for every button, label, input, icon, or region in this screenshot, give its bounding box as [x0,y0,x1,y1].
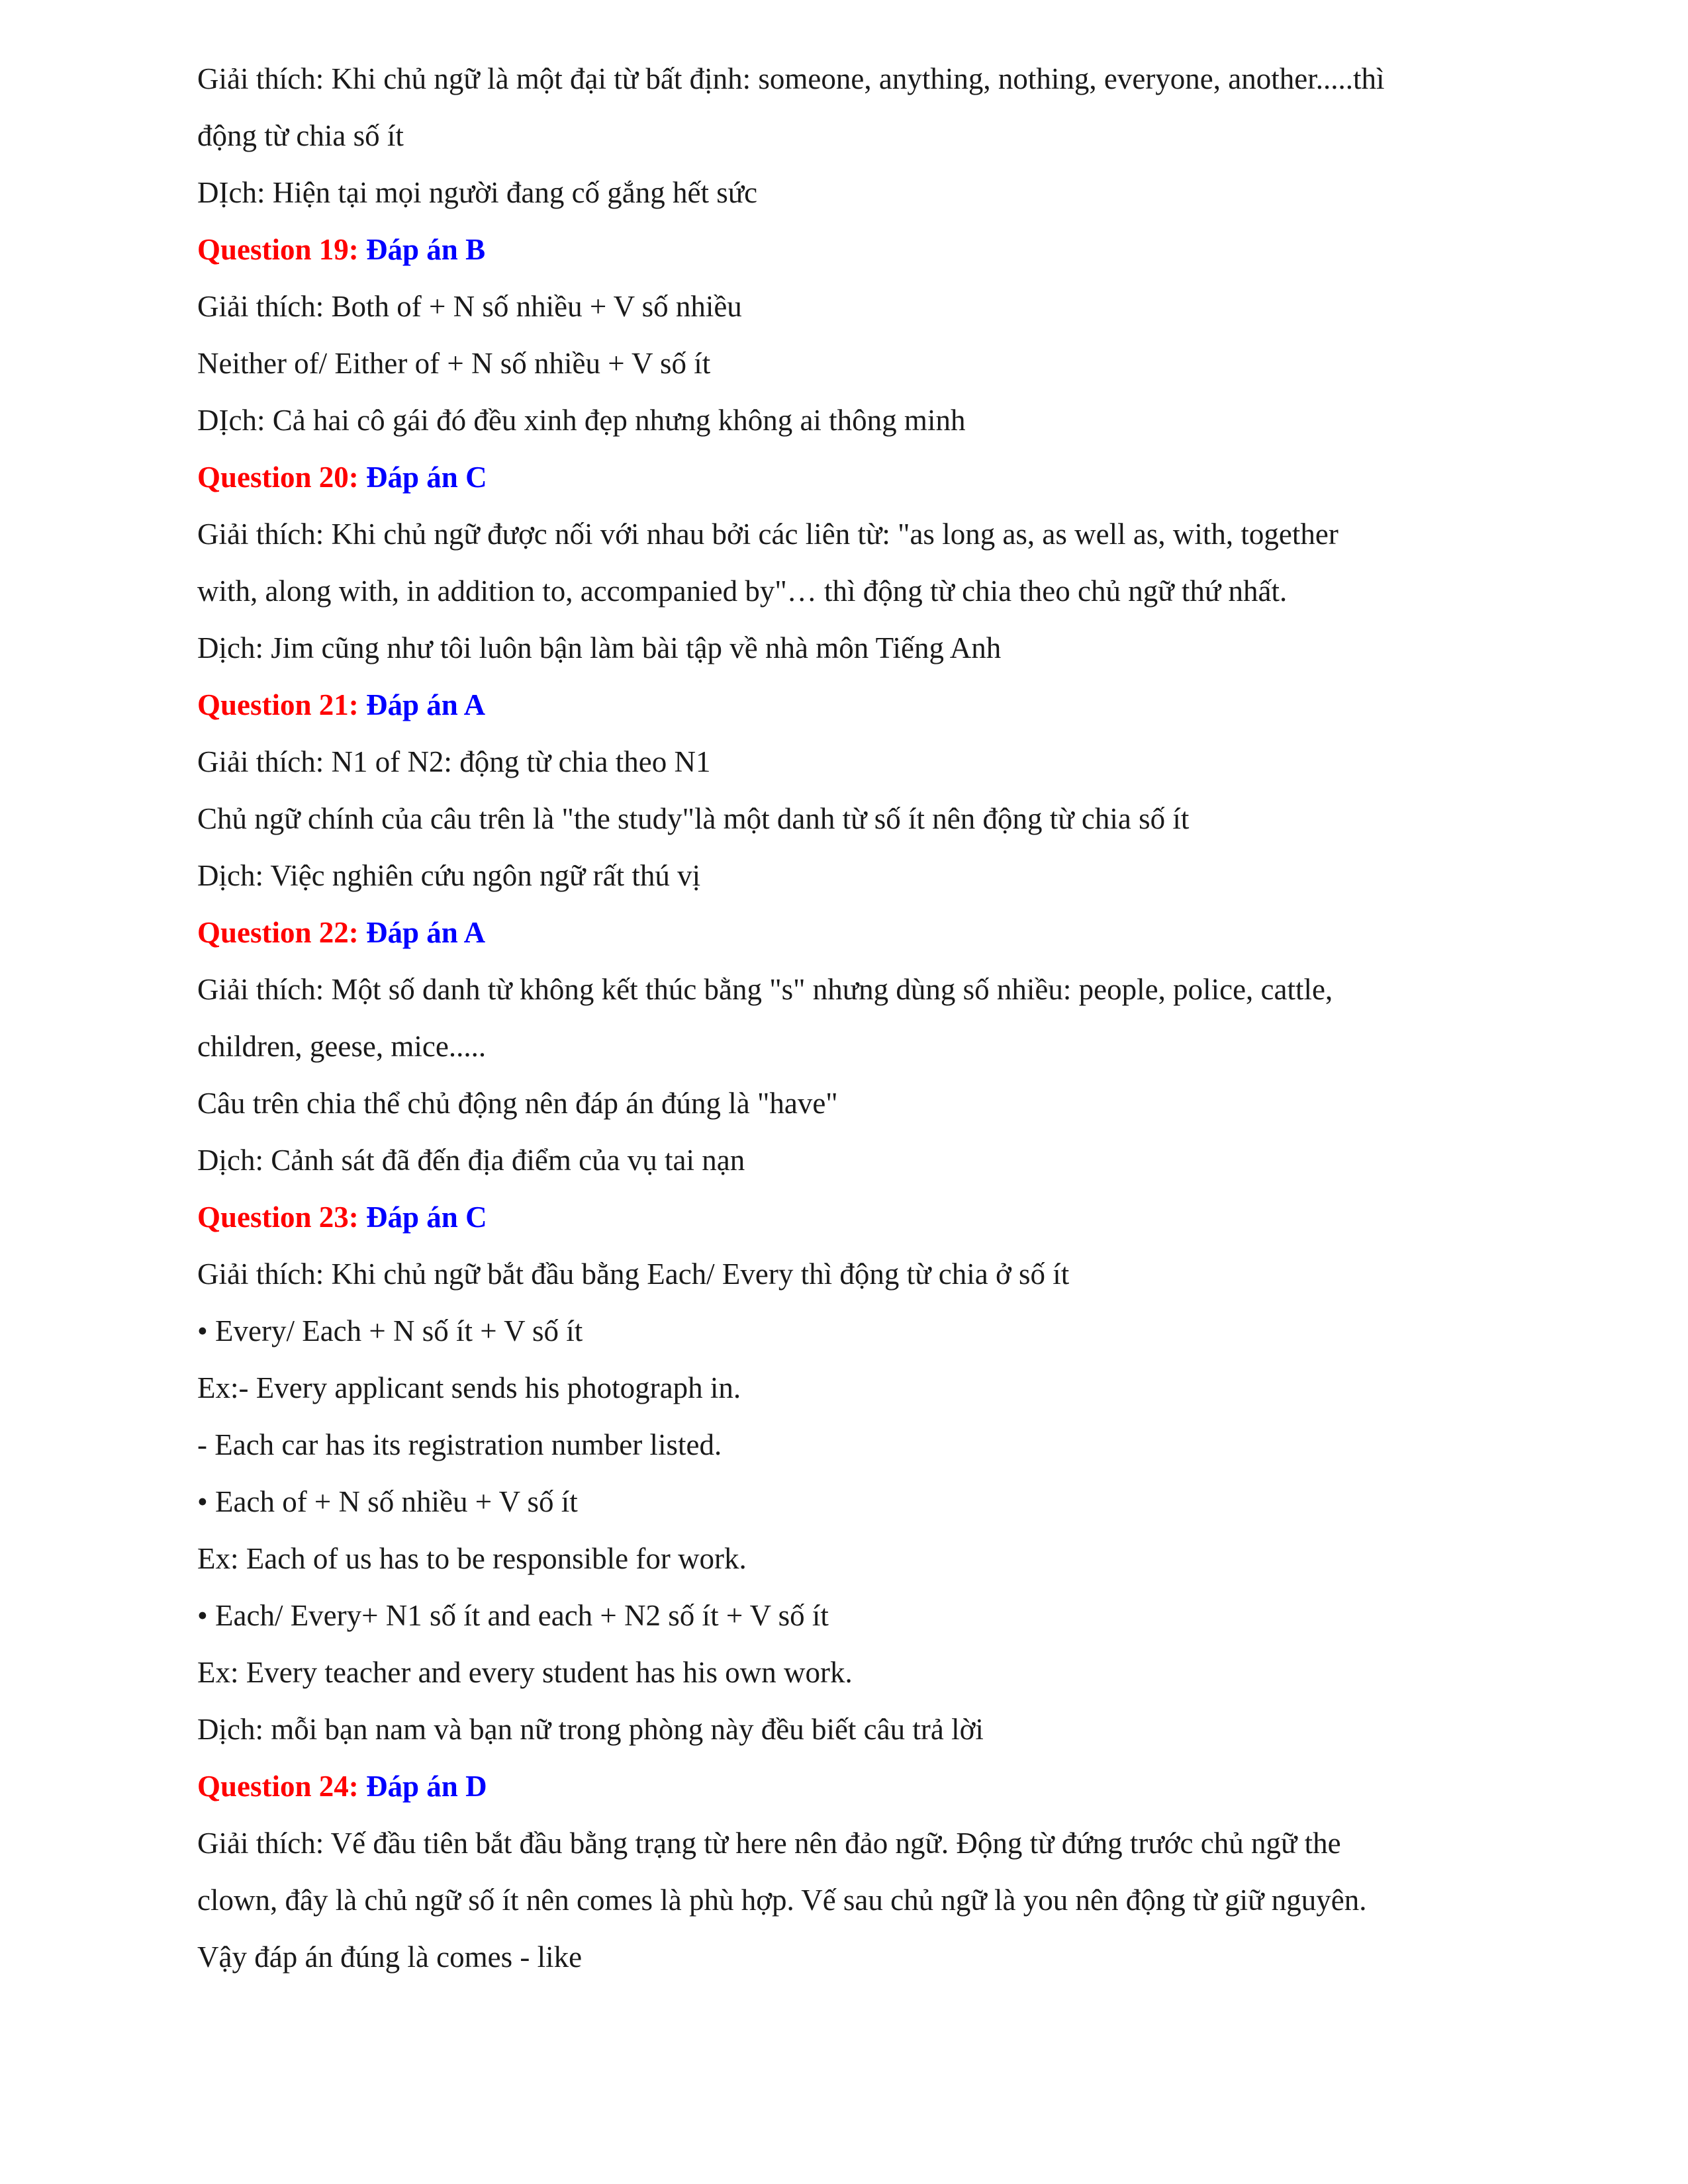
text-line: children, geese, mice..... [197,1030,487,1063]
text-line: Vậy đáp án đúng là comes - like [197,1940,583,1974]
question-23 [197,1189,1495,1758]
document-page [197,50,1495,1985]
text-line: Giải thích: Khi chủ ngữ bắt đầu bằng Each/ Every thì động từ chia ở số ít [197,1257,1070,1291]
text-line: Dịch: Jim cũng như tôi luôn bận làm bài tập về nhà môn Tiếng Anh [197,631,1002,664]
question-19 [197,221,1495,449]
question-21 [197,676,1495,904]
bullet-line: • Each of + N số nhiều + V số ít [197,1485,578,1518]
question-heading [197,1189,1495,1246]
question-answer: Đáp án A [366,916,486,949]
text-line: DỊch: Cả hai cô gái đó đều xinh đẹp nhưng không ai thông minh [197,404,966,437]
text-line: Giải thích: Vế đầu tiên bắt đầu bằng trạng từ here nên đảo ngữ. Động từ đứng trước chủ ngữ the [197,1827,1341,1860]
text-line: động từ chia số ít [197,119,404,152]
example-line: Ex:- Every applicant sends his photograph in. [197,1371,741,1404]
example-line: - Each car has its registration number listed. [197,1428,722,1461]
question-answer: Đáp án C [366,461,487,494]
text-line: Neither of/ Either of + N số nhiều + V số ít [197,347,711,380]
question-22 [197,904,1495,1189]
question-answer: Đáp án B [366,233,486,266]
text-line: Giải thích: Khi chủ ngữ là một đại từ bất định: someone, anything, nothing, everyone, another.....thì [197,62,1385,95]
question-label: Question 23: [197,1201,359,1234]
question-heading [197,904,1495,961]
bullet-line: • Every/ Each + N số ít + V số ít [197,1314,583,1347]
question-answer: Đáp án A [366,688,486,721]
text-line: Dịch: Cảnh sát đã đến địa điểm của vụ tai nạn [197,1144,745,1177]
question-label: Question 21: [197,688,359,721]
question-label: Question 19: [197,233,359,266]
question-20 [197,449,1495,676]
text-line: Câu trên chia thể chủ động nên đáp án đúng là "have" [197,1087,838,1120]
question-24 [197,1758,1495,1985]
text-line: Chủ ngữ chính của câu trên là "the study"là một danh từ số ít nên động từ chia số ít [197,802,1190,835]
question-heading [197,1758,1495,1815]
intro-block [197,50,1495,221]
example-line: Ex: Each of us has to be responsible for work. [197,1542,747,1575]
example-line: Ex: Every teacher and every student has his own work. [197,1656,853,1689]
question-heading [197,676,1495,733]
text-line: Giải thích: Both of + N số nhiều + V số nhiều [197,290,742,323]
text-line: clown, đây là chủ ngữ số ít nên comes là phù hợp. Vế sau chủ ngữ là you nên động từ giữ nguyên. [197,1884,1367,1917]
text-line: Giải thích: Khi chủ ngữ được nối với nhau bởi các liên từ: "as long as, as well as, with, together [197,518,1338,551]
question-label: Question 20: [197,461,359,494]
question-heading [197,449,1495,506]
text-line: Dịch: Việc nghiên cứu ngôn ngữ rất thú vị [197,859,701,892]
text-line: with, along with, in addition to, accompanied by"… thì động từ chia theo chủ ngữ thứ nhất. [197,574,1288,608]
question-label: Question 22: [197,916,359,949]
question-answer: Đáp án D [366,1770,487,1803]
question-answer: Đáp án C [366,1201,487,1234]
text-line: Giải thích: N1 of N2: động từ chia theo N1 [197,745,711,778]
text-line: DỊch: Hiện tại mọi người đang cố gắng hết sức [197,176,758,209]
question-label: Question 24: [197,1770,359,1803]
text-line: Dịch: mỗi bạn nam và bạn nữ trong phòng này đều biết câu trả lời [197,1713,984,1746]
text-line: Giải thích: Một số danh từ không kết thúc bằng "s" nhưng dùng số nhiều: people, police, cattle, [197,973,1333,1006]
question-heading [197,221,1495,278]
bullet-line: • Each/ Every+ N1 số ít and each + N2 số ít + V số ít [197,1599,829,1632]
